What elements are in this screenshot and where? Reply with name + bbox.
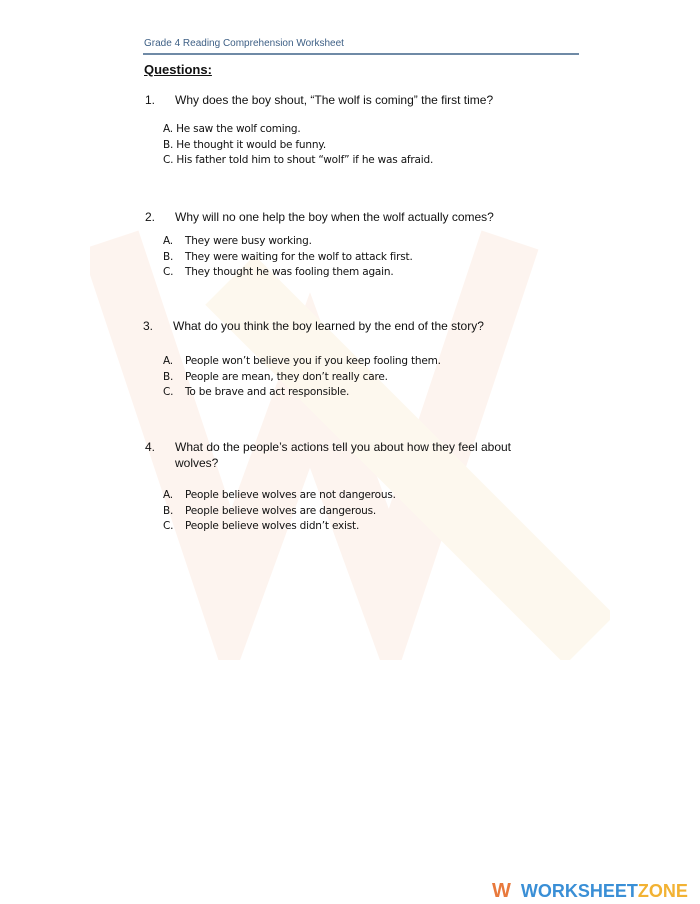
answer-letter: B.: [163, 138, 174, 151]
question-text: What do you think the boy learned by the end of the story?: [173, 319, 484, 333]
question-4: [145, 439, 545, 471]
answer-option: [163, 138, 433, 154]
answer-letter: C.: [163, 386, 174, 398]
question-3: [143, 318, 543, 334]
answer-letter: A.: [163, 355, 173, 367]
answer-letter: A.: [163, 235, 173, 247]
question-number: 4.: [145, 440, 156, 454]
question-number: 3.: [143, 319, 154, 333]
question-number: 2.: [145, 210, 156, 224]
question-text: Why does the boy shout, “The wolf is coming” the first time?: [175, 93, 494, 107]
answer-text: They were waiting for the wolf to attack first.: [185, 250, 413, 263]
answer-letter: C.: [163, 520, 174, 532]
question-number: 1.: [145, 93, 156, 107]
logo-text-zone: ZONE: [637, 881, 688, 901]
answer-letter: A.: [163, 489, 173, 501]
answer-text: People believe wolves didn’t exist.: [185, 520, 360, 532]
answer-text: They thought he was fooling them again.: [185, 266, 394, 278]
answer-list-3: [163, 354, 441, 401]
logo-text-worksheet: WORKSHEET: [520, 881, 638, 901]
answer-option: [163, 370, 441, 386]
answer-text: He thought it would be funny.: [176, 138, 326, 151]
answer-letter: C.: [163, 154, 174, 166]
section-title: Questions:: [144, 62, 212, 77]
answer-option: [163, 488, 396, 504]
answer-text: His father told him to shout “wolf” if he was afraid.: [176, 154, 434, 166]
answer-option: [163, 504, 396, 520]
answer-option: [163, 385, 441, 401]
question-text: What do the people’s actions tell you about how they feel about wolves?: [175, 440, 512, 470]
answer-letter: B.: [163, 504, 174, 517]
answer-list-4: [163, 488, 396, 535]
answer-text: He saw the wolf coming.: [176, 123, 301, 135]
logo-w-icon: W: [492, 880, 511, 902]
answer-letter: A.: [163, 123, 173, 135]
answer-letter: B.: [163, 250, 174, 263]
answer-option: [163, 122, 433, 138]
header-rule: [143, 53, 579, 55]
answer-option: [163, 519, 396, 535]
answer-list-1: [163, 122, 433, 169]
answer-text: People believe wolves are not dangerous.: [185, 489, 396, 501]
answer-option: [163, 250, 413, 266]
answer-text: People won’t believe you if you keep fooling them.: [185, 355, 441, 367]
worksheetzone-logo: [492, 880, 688, 903]
answer-text: People believe wolves are dangerous.: [185, 504, 377, 517]
answer-option: [163, 153, 433, 169]
answer-letter: C.: [163, 266, 174, 278]
question-2: [145, 209, 545, 225]
answer-letter: B.: [163, 370, 174, 383]
answer-text: People are mean, they don’t really care.: [185, 370, 388, 383]
answer-option: [163, 354, 441, 370]
question-1: [145, 92, 545, 108]
worksheet-header: Grade 4 Reading Comprehension Worksheet: [144, 38, 344, 49]
answer-text: To be brave and act responsible.: [185, 386, 350, 398]
question-text: Why will no one help the boy when the wolf actually comes?: [175, 210, 494, 224]
answer-option: [163, 234, 413, 250]
answer-text: They were busy working.: [185, 235, 312, 247]
answer-list-2: [163, 234, 413, 281]
answer-option: [163, 265, 413, 281]
